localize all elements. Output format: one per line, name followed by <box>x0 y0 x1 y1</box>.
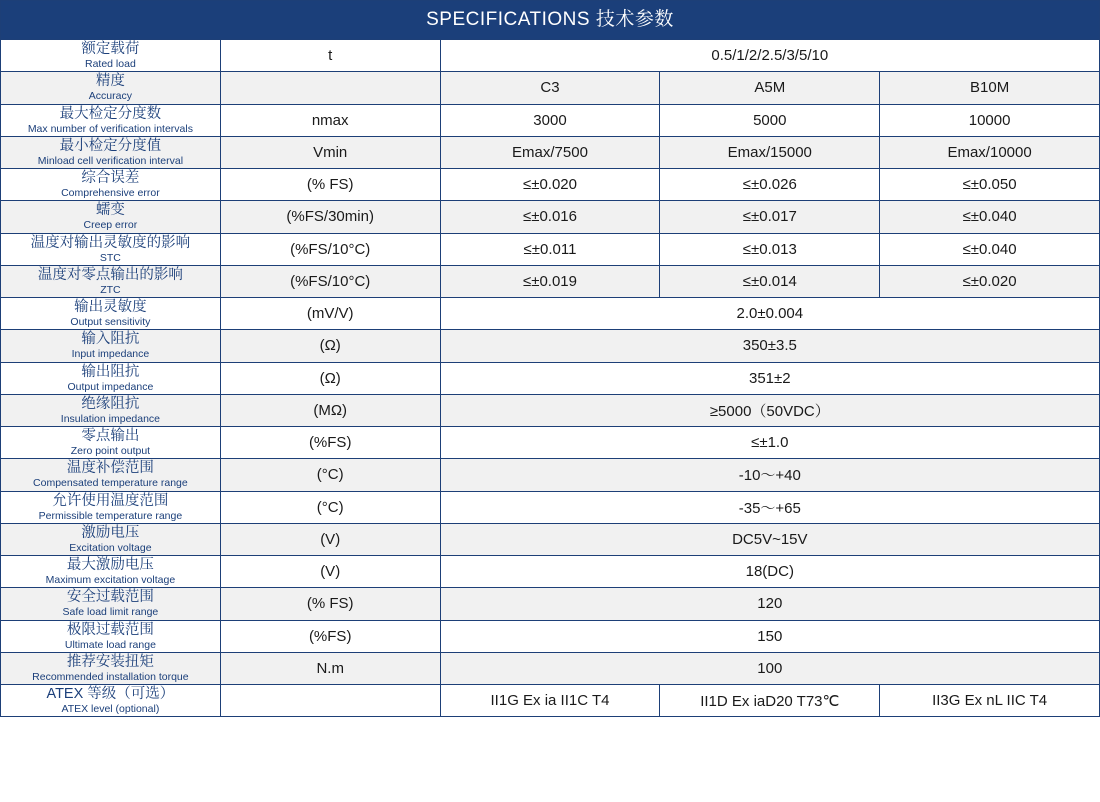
table-row <box>1 104 1100 136</box>
unit-cell: (V) <box>220 556 440 588</box>
parameter-label-cn: 温度对零点输出的影响 <box>37 266 183 283</box>
parameter-label-en: Safe load limit range <box>62 606 159 619</box>
unit-cell: (°C) <box>220 459 440 491</box>
parameter-label-en: ZTC <box>100 283 121 296</box>
value-cell-c3: ≤±0.011 <box>440 233 660 265</box>
parameter-label-cell <box>1 201 221 233</box>
parameter-label-cell <box>1 652 221 684</box>
parameter-label-en: ATEX level (optional) <box>61 703 160 716</box>
parameter-label-en: Zero point output <box>70 445 151 458</box>
table-row <box>1 588 1100 620</box>
value-cell-a5m: ≤±0.014 <box>660 265 880 297</box>
value-cell-b10m: ≤±0.040 <box>880 233 1100 265</box>
value-cell-all: 120 <box>440 588 1099 620</box>
unit-cell <box>220 72 440 104</box>
parameter-label-cell <box>1 523 221 555</box>
table-row <box>1 330 1100 362</box>
page-title: SPECIFICATIONS 技术参数 <box>1 1 1100 40</box>
unit-cell: N.m <box>220 652 440 684</box>
value-cell-b10m: ≤±0.020 <box>880 265 1100 297</box>
parameter-label-en: Creep error <box>83 219 138 232</box>
parameter-label-en: Output impedance <box>67 380 154 393</box>
parameter-label-en: Accuracy <box>88 90 132 103</box>
unit-cell: (V) <box>220 523 440 555</box>
unit-cell: (%FS) <box>220 620 440 652</box>
unit-cell: Vmin <box>220 136 440 168</box>
unit-cell: (%FS) <box>220 427 440 459</box>
parameter-label-en: Max number of verification intervals <box>27 122 193 135</box>
value-cell-a5m: Emax/15000 <box>660 136 880 168</box>
unit-cell: (Ω) <box>220 330 440 362</box>
parameter-label-cell <box>1 588 221 620</box>
value-cell-all: 150 <box>440 620 1099 652</box>
parameter-label-cn: 精度 <box>95 73 125 90</box>
value-cell-a5m: 5000 <box>660 104 880 136</box>
table-row <box>1 233 1100 265</box>
table-row <box>1 620 1100 652</box>
unit-cell: t <box>220 40 440 72</box>
parameter-label-cell <box>1 330 221 362</box>
value-cell-all: ≤±1.0 <box>440 427 1099 459</box>
parameter-label-cell <box>1 685 221 717</box>
unit-cell: (°C) <box>220 491 440 523</box>
unit-cell: (%FS/10°C) <box>220 265 440 297</box>
parameter-label-cell <box>1 104 221 136</box>
value-cell-all: 18(DC) <box>440 556 1099 588</box>
parameter-label-cell <box>1 362 221 394</box>
table-header <box>1 1 1100 40</box>
table-row <box>1 298 1100 330</box>
value-cell-a5m: A5M <box>660 72 880 104</box>
parameter-label-cn: 最小检定分度值 <box>59 137 162 154</box>
value-cell-all: ≥5000（50VDC） <box>440 394 1099 426</box>
parameter-label-cn: 额定载荷 <box>81 41 140 57</box>
parameter-label-cell <box>1 40 221 72</box>
parameter-label-cell <box>1 620 221 652</box>
parameter-label-en: Minload cell verification interval <box>37 154 184 167</box>
parameter-label-en: Compensated temperature range <box>33 477 188 490</box>
value-cell-a5m: ≤±0.026 <box>660 169 880 201</box>
parameter-label-cell <box>1 459 221 491</box>
parameter-label-en: Excitation voltage <box>69 541 152 554</box>
parameter-label-cn: 输出灵敏度 <box>74 299 147 315</box>
parameter-label-en: Maximum excitation voltage <box>45 574 176 587</box>
value-cell-all: DC5V~15V <box>440 523 1099 555</box>
parameter-label-cn: 最大激励电压 <box>66 557 154 573</box>
parameter-label-cn: 安全过载范围 <box>66 589 154 606</box>
parameter-label-cell <box>1 72 221 104</box>
value-cell-b10m: Emax/10000 <box>880 136 1100 168</box>
parameter-label-en: Input impedance <box>71 348 150 361</box>
parameter-label-cn: 输出阻抗 <box>81 363 140 380</box>
parameter-label-cn: 绝缘阻抗 <box>81 395 140 412</box>
parameter-label-cell <box>1 394 221 426</box>
value-cell-b10m: ≤±0.040 <box>880 201 1100 233</box>
table-row <box>1 362 1100 394</box>
value-cell-c3: ≤±0.019 <box>440 265 660 297</box>
parameter-label-cn: ATEX 等级（可选） <box>46 686 175 702</box>
unit-cell: (MΩ) <box>220 394 440 426</box>
table-row <box>1 523 1100 555</box>
unit-cell: (%FS/10°C) <box>220 233 440 265</box>
parameter-label-cn: 允许使用温度范围 <box>52 492 169 509</box>
table-row <box>1 427 1100 459</box>
unit-cell: (mV/V) <box>220 298 440 330</box>
parameter-label-cn: 零点输出 <box>81 428 140 444</box>
title-row <box>1 1 1100 40</box>
value-cell-all: -35～+65 <box>440 491 1099 523</box>
parameter-label-en: Rated load <box>85 58 136 71</box>
parameter-label-cn: 温度对输出灵敏度的影响 <box>30 234 191 251</box>
value-cell-b10m: II3G Ex nL IIC T4 <box>880 685 1100 717</box>
parameter-label-en: Comprehensive error <box>61 187 160 200</box>
value-cell-all: 2.0±0.004 <box>440 298 1099 330</box>
parameter-label-en: STC <box>99 251 121 264</box>
parameter-label-en: Recommended installation torque <box>32 670 189 683</box>
table-row <box>1 491 1100 523</box>
value-cell-a5m: II1D Ex iaD20 T73℃ <box>660 685 880 717</box>
value-cell-c3: C3 <box>440 72 660 104</box>
parameter-label-en: Output sensitivity <box>70 316 151 329</box>
parameter-label-cn: 激励电压 <box>81 524 140 541</box>
parameter-label-cell <box>1 298 221 330</box>
parameter-label-cell <box>1 233 221 265</box>
parameter-label-en: Insulation impedance <box>60 412 161 425</box>
value-cell-c3: ≤±0.016 <box>440 201 660 233</box>
parameter-label-en: Permissible temperature range <box>38 509 183 522</box>
table-row <box>1 685 1100 717</box>
table-row <box>1 72 1100 104</box>
table-row <box>1 136 1100 168</box>
parameter-label-cn: 最大检定分度数 <box>59 105 162 122</box>
parameter-label-cell <box>1 427 221 459</box>
unit-cell: nmax <box>220 104 440 136</box>
table-body <box>1 40 1100 717</box>
unit-cell <box>220 685 440 717</box>
value-cell-all: -10～+40 <box>440 459 1099 491</box>
parameter-label-cn: 综合误差 <box>81 170 140 186</box>
table-row <box>1 459 1100 491</box>
value-cell-a5m: ≤±0.017 <box>660 201 880 233</box>
table-row <box>1 265 1100 297</box>
value-cell-b10m: 10000 <box>880 104 1100 136</box>
unit-cell: (%FS/30min) <box>220 201 440 233</box>
value-cell-c3: 3000 <box>440 104 660 136</box>
value-cell-b10m: ≤±0.050 <box>880 169 1100 201</box>
table-row <box>1 556 1100 588</box>
parameter-label-cn: 推荐安装扭矩 <box>66 653 154 670</box>
table-row <box>1 201 1100 233</box>
value-cell-all: 350±3.5 <box>440 330 1099 362</box>
unit-cell: (% FS) <box>220 588 440 620</box>
parameter-label-cell <box>1 491 221 523</box>
value-cell-c3: Emax/7500 <box>440 136 660 168</box>
table-row <box>1 169 1100 201</box>
unit-cell: (% FS) <box>220 169 440 201</box>
value-cell-all: 0.5/1/2/2.5/3/5/10 <box>440 40 1099 72</box>
value-cell-all: 351±2 <box>440 362 1099 394</box>
parameter-label-cn: 温度补偿范围 <box>66 460 154 477</box>
parameter-label-cell <box>1 265 221 297</box>
table-row <box>1 394 1100 426</box>
value-cell-a5m: ≤±0.013 <box>660 233 880 265</box>
parameter-label-en: Ultimate load range <box>64 638 156 651</box>
table-row <box>1 652 1100 684</box>
value-cell-b10m: B10M <box>880 72 1100 104</box>
value-cell-c3: ≤±0.020 <box>440 169 660 201</box>
parameter-label-cell <box>1 136 221 168</box>
parameter-label-cn: 蠕变 <box>95 202 125 219</box>
parameter-label-cell <box>1 169 221 201</box>
value-cell-c3: II1G Ex ia II1C T4 <box>440 685 660 717</box>
parameter-label-cn: 输入阻抗 <box>81 331 140 348</box>
parameter-label-cn: 极限过载范围 <box>66 621 154 638</box>
parameter-label-cell <box>1 556 221 588</box>
value-cell-all: 100 <box>440 652 1099 684</box>
table-row <box>1 40 1100 72</box>
unit-cell: (Ω) <box>220 362 440 394</box>
